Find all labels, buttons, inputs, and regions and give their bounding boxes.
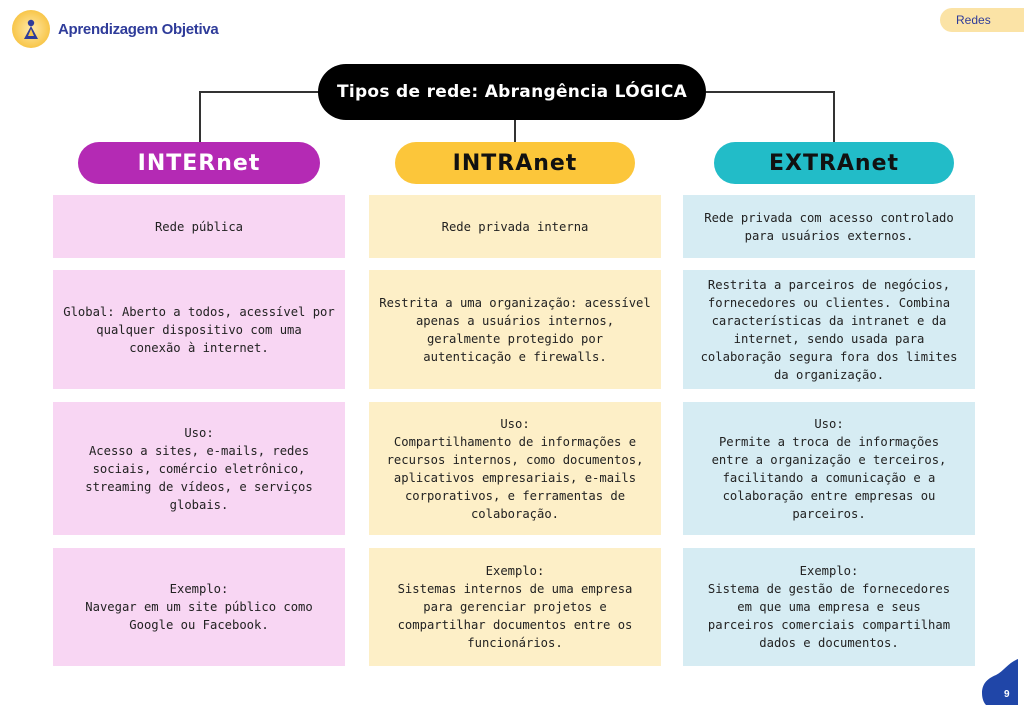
connector-left-h xyxy=(199,91,319,93)
intranet-type-card: Rede privada interna xyxy=(369,195,661,258)
connector-right-h xyxy=(706,91,834,93)
page-number-badge xyxy=(978,659,1018,705)
header-intranet: INTRAnet xyxy=(395,142,635,184)
extranet-scope-card: Restrita a parceiros de negócios, fornecedores ou clientes. Combina características da intranet e da internet, sendo usada para colaboração segura fora dos limites da organização. xyxy=(683,270,975,389)
intranet-example-card: Exemplo: Sistemas internos de uma empresa para gerenciar projetos e compartilhar documentos entre os funcionários. xyxy=(369,548,661,666)
connector-right-v xyxy=(833,91,835,142)
internet-example-card: Exemplo: Navegar em um site público como Google ou Facebook. xyxy=(53,548,345,666)
extranet-usage-card: Uso: Permite a troca de informações entre a organização e terceiros, facilitando a comunicação e a colaboração entre empresas ou parceiros. xyxy=(683,402,975,535)
header-internet: INTERnet xyxy=(78,142,320,184)
brand-logo xyxy=(12,10,218,48)
page-number: 9 xyxy=(1004,689,1010,700)
brand-name: Aprendizagem Objetiva xyxy=(58,20,219,38)
extranet-type-card: Rede privada com acesso controlado para usuários externos. xyxy=(683,195,975,258)
connector-center-v xyxy=(514,120,516,142)
section-tag: Redes xyxy=(940,8,1024,32)
connector-left-v xyxy=(199,91,201,142)
internet-type-card: Rede pública xyxy=(53,195,345,258)
intranet-scope-card: Restrita a uma organização: acessível apenas a usuários internos, geralmente protegido por autenticação e firewalls. xyxy=(369,270,661,389)
internet-usage-card: Uso: Acesso a sites, e-mails, redes sociais, comércio eletrônico, streaming de vídeos, e serviços globais. xyxy=(53,402,345,535)
internet-scope-card: Global: Aberto a todos, acessível por qualquer dispositivo com uma conexão à internet. xyxy=(53,270,345,389)
extranet-example-card: Exemplo: Sistema de gestão de fornecedores em que uma empresa e seus parceiros comerciais compartilham dados e documentos. xyxy=(683,548,975,666)
page-title: Tipos de rede: Abrangência LÓGICA xyxy=(318,64,706,120)
lamp-icon xyxy=(12,10,50,48)
intranet-usage-card: Uso: Compartilhamento de informações e recursos internos, como documentos, aplicativos empresariais, e-mails corporativos, e ferramentas de colaboração. xyxy=(369,402,661,535)
header-extranet: EXTRAnet xyxy=(714,142,954,184)
